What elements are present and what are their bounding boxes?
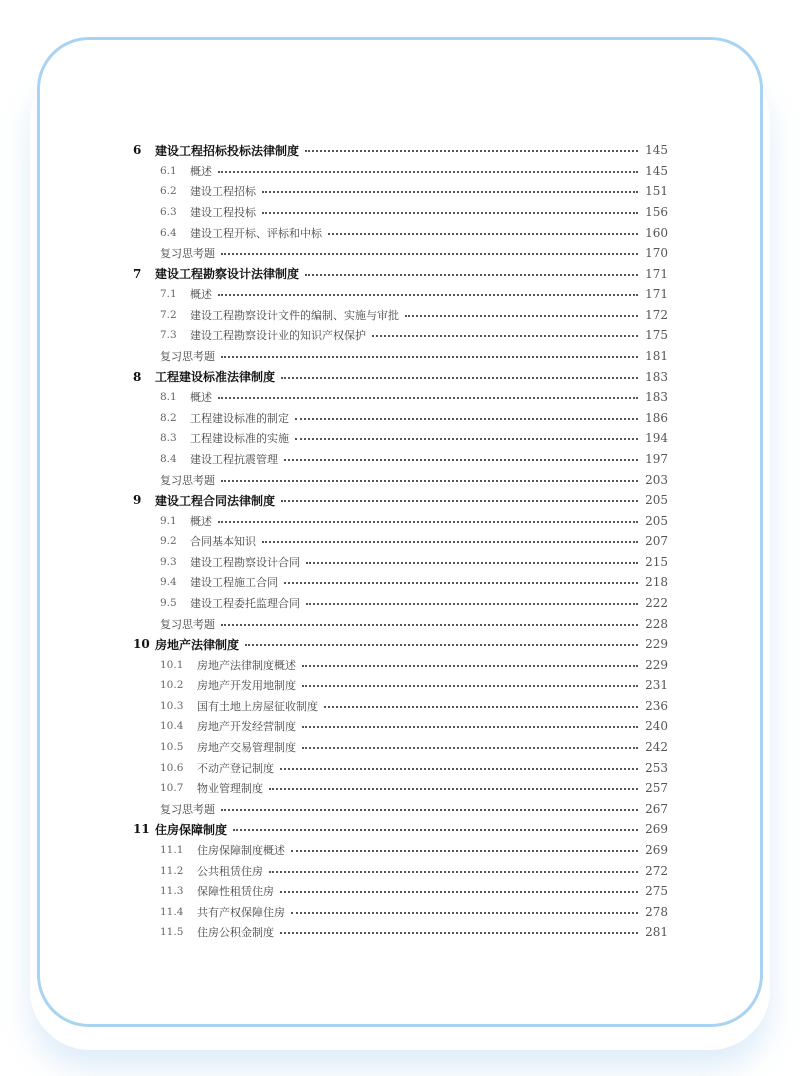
page-number: 205	[645, 493, 668, 508]
page-number: 194	[645, 431, 668, 446]
section-number: 11.2	[160, 864, 184, 877]
section-title: 建设工程施工合同	[190, 576, 278, 590]
page-number: 267	[645, 801, 668, 816]
section-title: 建设工程勘察设计业的知识产权保护	[190, 329, 366, 343]
toc-section-entry[interactable]	[133, 428, 668, 449]
section-number: 8.2	[160, 411, 177, 424]
page-number: 145	[645, 143, 668, 158]
section-title: 工程建设标准的制定	[190, 411, 289, 425]
page-number: 145	[645, 163, 668, 178]
section-title: 住房保障制度概述	[197, 843, 285, 857]
page-number: 275	[645, 884, 668, 899]
toc-section-entry[interactable]	[133, 757, 668, 778]
section-number: 9.3	[160, 555, 177, 568]
section-number: 9.4	[160, 576, 177, 589]
dot-leader	[328, 233, 638, 235]
section-title: 概述	[190, 288, 212, 302]
dot-leader	[305, 274, 638, 276]
toc-section-entry[interactable]	[133, 305, 668, 326]
page-number: 231	[645, 678, 668, 693]
toc-section-entry[interactable]	[133, 696, 668, 717]
page-number: 171	[645, 287, 668, 302]
chapter-title: 建设工程招标投标法律制度	[155, 143, 300, 158]
section-title: 国有土地上房屋征收制度	[197, 699, 318, 713]
section-title: 概述	[190, 164, 212, 178]
toc-chapter-entry[interactable]	[133, 819, 668, 840]
page-number: 272	[645, 863, 668, 878]
toc-section-entry[interactable]	[133, 737, 668, 758]
page-number: 183	[645, 369, 668, 384]
page-number: 253	[645, 760, 668, 775]
section-number: 9.2	[160, 535, 177, 548]
toc-section-entry[interactable]	[133, 531, 668, 552]
section-title: 合同基本知识	[190, 535, 256, 549]
toc-section-entry[interactable]	[133, 387, 668, 408]
section-title: 住房公积金制度	[197, 926, 274, 940]
chapter-number: 6	[133, 143, 142, 158]
dot-leader	[306, 603, 638, 605]
review-questions-label: 复习思考题	[160, 350, 215, 364]
section-number: 9.5	[160, 597, 177, 609]
dot-leader	[295, 438, 638, 440]
toc-section-entry[interactable]	[133, 284, 668, 305]
section-title: 共有产权保障住房	[197, 905, 285, 919]
toc-section-entry[interactable]	[133, 860, 668, 881]
section-title: 概述	[190, 391, 212, 405]
section-title: 房地产法律制度概述	[197, 658, 296, 672]
section-number: 10.2	[160, 679, 184, 692]
dot-leader	[305, 150, 638, 152]
page-number: 181	[645, 349, 668, 364]
section-number: 10.3	[160, 699, 184, 712]
section-number: 11.4	[160, 905, 184, 918]
toc-review-entry[interactable]	[133, 613, 668, 634]
dot-leader	[405, 315, 638, 317]
toc-chapter-entry[interactable]	[133, 263, 668, 284]
section-number: 6.1	[160, 164, 177, 177]
toc-section-entry[interactable]	[133, 654, 668, 675]
section-number: 10.6	[160, 761, 184, 774]
toc-section-entry[interactable]	[133, 408, 668, 429]
section-title: 物业管理制度	[197, 782, 263, 796]
chapter-number: 11	[133, 822, 150, 837]
section-title: 建设工程勘察设计文件的编制、实施与审批	[190, 308, 399, 322]
section-title: 建设工程委托监理合同	[190, 597, 300, 610]
dot-leader	[302, 747, 638, 749]
page-number: 229	[645, 657, 668, 672]
section-number: 10.5	[160, 741, 184, 754]
section-title: 房地产交易管理制度	[197, 741, 296, 755]
toc-review-entry[interactable]	[133, 799, 668, 820]
dot-leader	[245, 644, 638, 646]
dot-leader	[302, 726, 638, 728]
page-number: 240	[645, 719, 668, 734]
toc-chapter-entry[interactable]	[133, 140, 668, 161]
toc-chapter-entry[interactable]	[133, 490, 668, 511]
toc-chapter-entry[interactable]	[133, 366, 668, 387]
section-number: 10.7	[160, 782, 184, 795]
page-number: 229	[645, 637, 668, 652]
page-number: 170	[645, 246, 668, 261]
review-questions-label: 复习思考题	[160, 802, 215, 816]
dot-leader	[221, 253, 638, 255]
dot-leader	[280, 768, 638, 770]
section-number: 10.4	[160, 720, 184, 733]
dot-leader	[218, 294, 638, 296]
section-number: 6.4	[160, 226, 177, 239]
toc-section-entry[interactable]	[133, 593, 668, 614]
chapter-title: 房地产法律制度	[155, 637, 240, 652]
section-number: 10.1	[160, 658, 184, 671]
toc-chapter-entry[interactable]	[133, 634, 668, 655]
toc-section-entry[interactable]	[133, 840, 668, 861]
section-title: 房地产开发经营制度	[197, 720, 296, 734]
page-number: 203	[645, 472, 668, 487]
page-number: 156	[645, 205, 668, 220]
section-number: 11.1	[160, 843, 184, 856]
dot-leader	[280, 891, 638, 893]
dot-leader	[306, 562, 638, 564]
toc-review-entry[interactable]	[133, 243, 668, 264]
toc-review-entry[interactable]	[133, 346, 668, 367]
section-number: 9.1	[160, 514, 177, 527]
dot-leader	[221, 624, 638, 626]
toc-section-entry[interactable]	[133, 222, 668, 243]
dot-leader	[281, 500, 638, 502]
toc-section-entry[interactable]	[133, 510, 668, 531]
section-title: 房地产开发用地制度	[197, 679, 296, 693]
dot-leader	[233, 829, 638, 831]
section-number: 6.2	[160, 185, 177, 198]
dot-leader	[221, 809, 638, 811]
dot-leader	[295, 418, 638, 420]
dot-leader	[291, 850, 638, 852]
section-title: 建设工程勘察设计合同	[190, 555, 300, 569]
review-questions-label: 复习思考题	[160, 617, 215, 631]
toc-section-entry[interactable]	[133, 449, 668, 470]
section-number: 8.4	[160, 452, 177, 465]
dot-leader	[284, 582, 638, 584]
dot-leader	[291, 912, 638, 914]
section-title: 建设工程投标	[190, 206, 256, 220]
page-number: 269	[645, 842, 668, 857]
dot-leader	[218, 521, 638, 523]
dot-leader	[262, 212, 638, 214]
dot-leader	[281, 377, 638, 379]
section-title: 保障性租赁住房	[197, 885, 274, 899]
page-number: 172	[645, 307, 668, 322]
toc-section-entry[interactable]	[133, 901, 668, 922]
section-number: 6.3	[160, 206, 177, 219]
chapter-number: 9	[133, 493, 142, 508]
section-title: 建设工程抗震管理	[190, 452, 278, 466]
dot-leader	[302, 665, 638, 667]
table-of-contents	[133, 140, 668, 943]
page-number: 160	[645, 225, 668, 240]
dot-leader	[221, 356, 638, 358]
toc-section-entry[interactable]	[133, 202, 668, 223]
dot-leader	[372, 335, 638, 337]
section-title: 建设工程开标、评标和中标	[190, 226, 322, 240]
section-number: 11.5	[160, 926, 184, 939]
toc-section-entry[interactable]	[133, 716, 668, 737]
review-questions-label: 复习思考题	[160, 473, 215, 487]
page-number: 197	[645, 451, 668, 466]
page-number: 257	[645, 781, 668, 796]
page-number: 183	[645, 390, 668, 405]
dot-leader	[262, 191, 638, 193]
page-number: 175	[645, 328, 668, 343]
section-title: 公共租赁住房	[197, 864, 263, 878]
page-number: 242	[645, 740, 668, 755]
page-number: 151	[645, 184, 668, 199]
toc-section-entry[interactable]	[133, 778, 668, 799]
toc-section-entry[interactable]	[133, 922, 668, 943]
dot-leader	[218, 171, 638, 173]
toc-section-entry[interactable]	[133, 161, 668, 182]
section-number: 8.3	[160, 432, 177, 445]
page-number: 222	[645, 596, 668, 610]
dot-leader	[324, 706, 638, 708]
section-title: 概述	[190, 514, 212, 528]
chapter-number: 7	[133, 266, 142, 281]
toc-section-entry[interactable]	[133, 552, 668, 573]
page-number: 205	[645, 513, 668, 528]
section-number: 8.1	[160, 391, 177, 404]
page-number: 228	[645, 616, 668, 631]
section-number: 7.3	[160, 329, 177, 342]
page-number: 186	[645, 410, 668, 425]
dot-leader	[280, 932, 638, 934]
section-title: 工程建设标准的实施	[190, 432, 289, 446]
chapter-title: 住房保障制度	[155, 822, 228, 837]
chapter-number: 8	[133, 369, 142, 384]
review-questions-label: 复习思考题	[160, 247, 215, 261]
section-title: 不动产登记制度	[197, 761, 274, 775]
page-number: 269	[645, 822, 668, 837]
dot-leader	[269, 871, 638, 873]
toc-section-entry[interactable]	[133, 881, 668, 902]
dot-leader	[269, 788, 638, 790]
dot-leader	[302, 685, 638, 687]
toc-review-entry[interactable]	[133, 469, 668, 490]
section-number: 7.1	[160, 288, 177, 301]
page-number: 218	[645, 575, 668, 590]
section-title: 建设工程招标	[190, 185, 256, 199]
toc-section-entry[interactable]	[133, 572, 668, 593]
chapter-title: 建设工程勘察设计法律制度	[155, 267, 300, 282]
toc-section-entry[interactable]	[133, 325, 668, 346]
page-number: 171	[645, 266, 668, 281]
toc-section-entry[interactable]	[133, 675, 668, 696]
page-number: 215	[645, 554, 668, 569]
dot-leader	[218, 397, 638, 399]
chapter-number: 10	[133, 637, 150, 652]
dot-leader	[221, 480, 638, 482]
section-number: 11.3	[160, 885, 184, 898]
toc-section-entry[interactable]	[133, 181, 668, 202]
section-number: 7.2	[160, 308, 177, 321]
chapter-title: 工程建设标准法律制度	[155, 370, 276, 385]
dot-leader	[262, 541, 638, 543]
page-number: 278	[645, 904, 668, 919]
page-number: 207	[645, 534, 668, 549]
page-number: 236	[645, 698, 668, 713]
page-number: 281	[645, 925, 668, 940]
chapter-title: 建设工程合同法律制度	[155, 493, 276, 508]
dot-leader	[284, 459, 638, 461]
